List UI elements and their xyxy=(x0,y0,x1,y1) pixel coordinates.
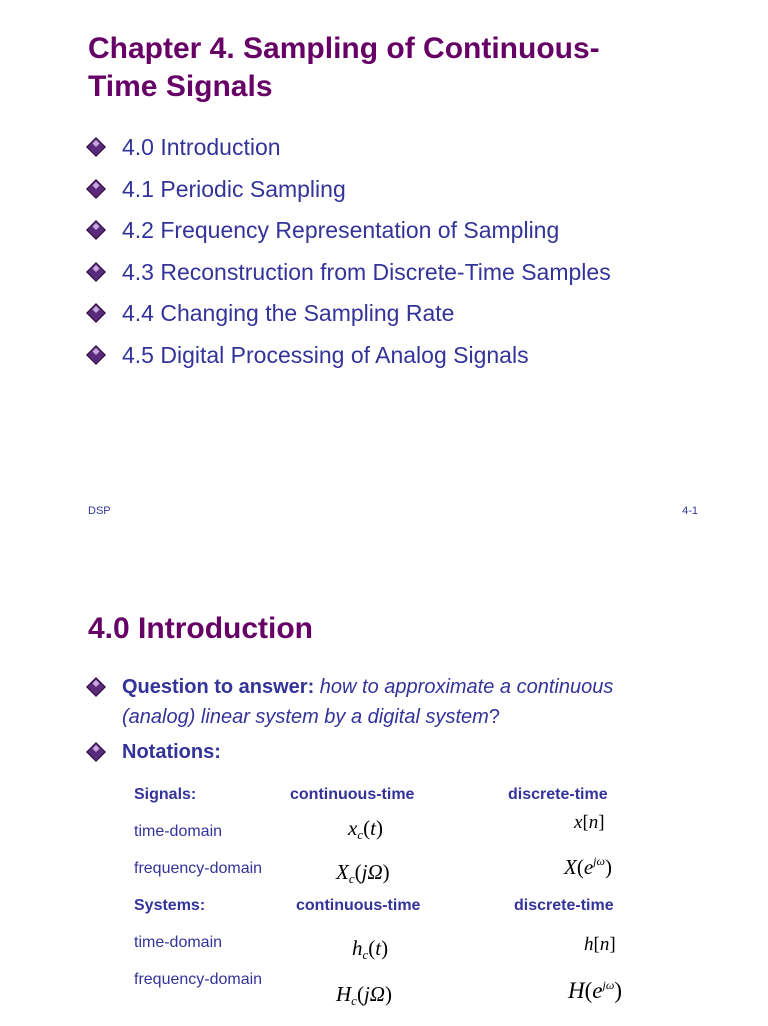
chapter-outline-list xyxy=(86,132,611,381)
notation-table xyxy=(134,786,694,1026)
intro-bullet-list xyxy=(86,672,686,772)
footer-course: DSP xyxy=(88,505,111,517)
outline-item: 4.2 Frequency Representation of Sampling xyxy=(86,215,611,257)
question-bullet: Question to answer: how to approximate a continuous (analog) linear system by a digital system? xyxy=(86,672,686,732)
math-x-n: x[n] xyxy=(574,812,605,833)
math-hc-t: $h_c(t)$ xyxy=(352,936,389,962)
math-X-ejomega: $X(e^{j\omega})$ xyxy=(564,854,612,879)
signals-time-domain-label: time-domain xyxy=(134,823,223,840)
diamond-bullet-icon xyxy=(86,345,106,365)
slide-introduction xyxy=(0,590,768,1024)
diamond-bullet-icon xyxy=(86,220,106,240)
diamond-bullet-icon xyxy=(86,742,106,762)
outline-item: 4.3 Reconstruction from Discrete-Time Samples xyxy=(86,257,611,299)
signals-header: Signals: xyxy=(134,786,197,803)
diamond-bullet-icon xyxy=(86,179,106,199)
slide-title: 4.0 Introduction xyxy=(88,612,313,645)
math-H-ejomega: $H(e^{j\omega})$ xyxy=(568,978,622,1003)
systems-frequency-domain-label: frequency-domain xyxy=(134,971,263,988)
math-xc-t: $x_c(t)$ xyxy=(348,816,383,842)
notations-label: Notations: xyxy=(122,741,221,763)
notations-bullet xyxy=(86,737,686,767)
outline-item: 4.4 Changing the Sampling Rate xyxy=(86,298,611,340)
question-text: how to approximate a continuous (analog) linear system by a digital system xyxy=(122,676,614,728)
diamond-bullet-icon xyxy=(86,303,106,323)
diamond-bullet-icon xyxy=(86,137,106,157)
systems-time-domain-label: time-domain xyxy=(134,934,223,951)
math-Xc-jOmega: $X_c(j\Omega)$ xyxy=(336,860,390,886)
math-h-n: h[n] xyxy=(584,934,616,955)
slide-title: Chapter 4. Sampling of Continuous-Time Signals xyxy=(88,32,600,103)
systems-discrete-header: discrete-time xyxy=(514,897,614,914)
outline-item: 4.1 Periodic Sampling xyxy=(86,174,611,216)
diamond-bullet-icon xyxy=(86,677,106,697)
outline-item: 4.5 Digital Processing of Analog Signals xyxy=(86,340,611,382)
footer-page-number: 4-1 xyxy=(682,505,698,517)
diamond-bullet-icon xyxy=(86,262,106,282)
signals-continuous-header: continuous-time xyxy=(290,786,415,803)
outline-item: 4.0 Introduction xyxy=(86,132,611,174)
signals-discrete-header: discrete-time xyxy=(508,786,608,803)
math-Hc-jOmega: $H_c(j\Omega)$ xyxy=(336,982,392,1008)
systems-header: Systems: xyxy=(134,897,206,914)
systems-continuous-header: continuous-time xyxy=(296,897,421,914)
question-label: Question to answer: xyxy=(122,676,315,698)
signals-frequency-domain-label: frequency-domain xyxy=(134,860,263,877)
